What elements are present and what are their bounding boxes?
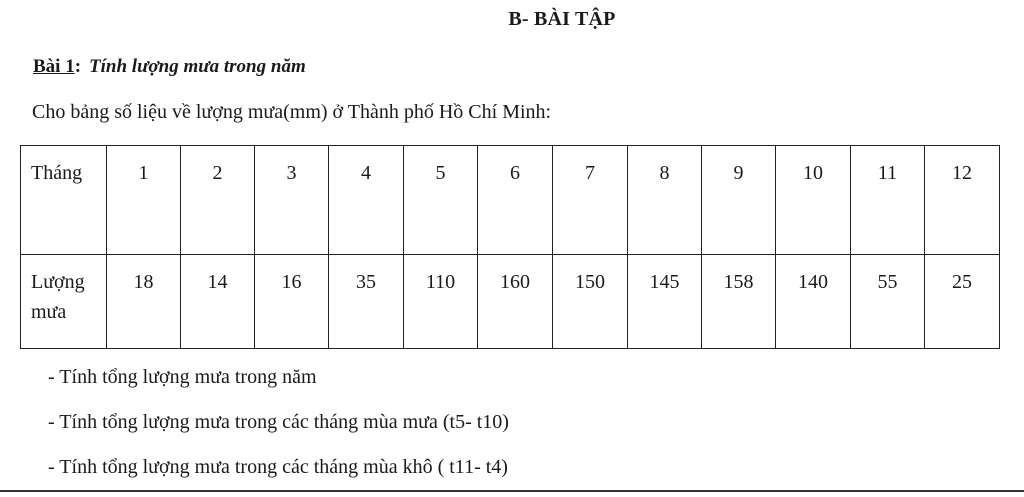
row-label-line: mưa [31,301,67,323]
intro-text: Cho bảng số liệu về lượng mưa(mm) ở Thành phố Hồ Chí Minh: [32,101,552,123]
value-cell: 110 [404,255,478,349]
month-cell: 6 [478,146,553,255]
exercise-colon: : [74,56,82,77]
value-cell: 16 [255,255,329,349]
value-cell: 35 [329,255,404,349]
section-heading: B- BÀI TẬP [508,8,616,30]
value-cell: 140 [776,255,851,349]
value-cell: 18 [107,255,181,349]
value-cell: 55 [851,255,925,349]
table-data-row [21,255,1000,349]
value-cell: 150 [553,255,628,349]
month-cell: 9 [702,146,776,255]
month-cell: 10 [776,146,851,255]
exercise-topic: Tính lượng mưa trong năm [89,56,306,77]
task-item: - Tính tổng lượng mưa trong các tháng mùa khô ( t11- t4) [48,456,508,478]
value-cell: 145 [628,255,702,349]
exercise-label: Bài 1 [33,56,75,77]
task-item: - Tính tổng lượng mưa trong năm [48,366,317,388]
month-cell: 1 [107,146,181,255]
table-header-label: Tháng [21,146,107,255]
task-list [48,362,509,497]
month-cell: 8 [628,146,702,255]
month-cell: 2 [181,146,255,255]
table-header-row [21,146,1000,255]
exercise-title [33,56,306,78]
value-cell: 160 [478,255,553,349]
value-cell: 25 [925,255,1000,349]
month-cell: 5 [404,146,478,255]
value-cell: 158 [702,255,776,349]
table-row-label [21,255,107,349]
row-label-line: Lượng [31,271,85,293]
month-cell: 11 [851,146,925,255]
rainfall-table [20,145,1000,349]
month-cell: 7 [553,146,628,255]
month-cell: 3 [255,146,329,255]
month-cell: 12 [925,146,1000,255]
value-cell: 14 [181,255,255,349]
task-item: - Tính tổng lượng mưa trong các tháng mùa mưa (t5- t10) [48,411,509,433]
month-cell: 4 [329,146,404,255]
